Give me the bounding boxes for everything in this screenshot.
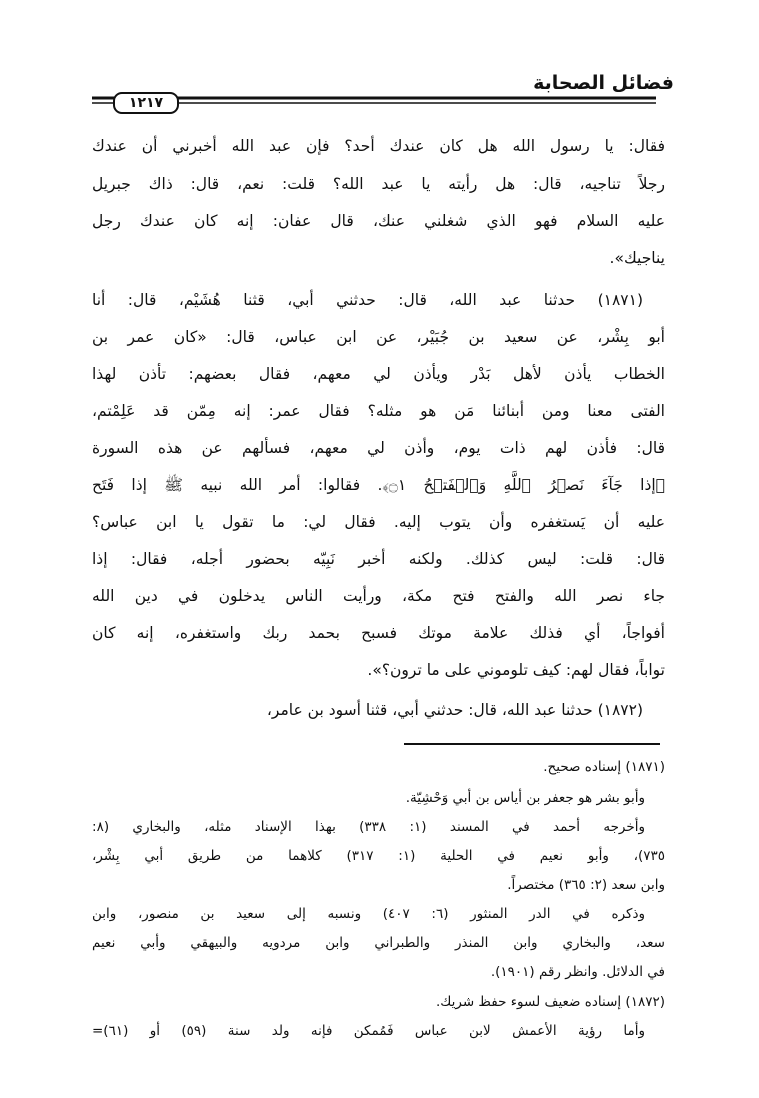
body-line: (١٨٧١) حدثنا عبد الله، قال: حدثني أبي، قثنا هُشَيْم، قال: أنا [92,291,643,309]
footnote-line: سعد، والبخاري وابن المنذر والطبراني وابن مردويه والبيهقي وأبي نعيم [92,935,665,951]
footnote-line: ٧٣٥)، وأبو نعيم في الحلية (١: ٣١٧) كلاهما من طريق أبي بِشْر، [92,848,666,864]
body-line: يناجيك». [609,249,665,267]
body-line: فقال: يا رسول الله هل كان عندك أحد؟ فإن عبد الله أخبرني أن عندك [92,137,665,155]
body-line: الخطاب يأذن لأهل بَدْر ويأذن لي معهم، فقال بعضهم: تأذن لهذا [92,365,665,383]
footnote-line: (١٨٧١) إسناده صحيح. [543,759,665,775]
footnote-line: (١٨٧٢) إسناده ضعيف لسوء حفظ شريك. [435,994,665,1010]
body-line: قال: قلت: ليس كذلك. ولكنه أخبر نَبِيّه بحضور أجله، فقال: إذا [92,550,665,568]
page-number-badge: ١٢١٧ [113,92,179,114]
body-line: تواباً، فقال لهم: كيف تلوموني على ما ترون؟». [367,661,665,679]
footnote-separator [404,743,660,745]
body-line: عليه السلام فهو الذي شغلني عنك، قال عفان: إنه كان عندك رجل [92,212,665,230]
body-line: رجلاً تناجيه، قال: هل رأيته يا عبد الله؟ قلت: نعم، قال: ذاك جبريل [92,175,665,193]
quran-verse-line: ﴿إذا جَآءَ نَصۡرُ ٱللَّهِ وَٱلۡفَتۡحُ ۝١﴾. فقالوا: أمر الله نبيه ﷺ إذا فَتَح [92,476,665,494]
body-line: قال: فأذن لهم ذات يوم، وأذن لي معهم، فسألهم عن هذه السورة [92,439,665,457]
footnote-line: وأخرجه أحمد في المسند (١: ٣٣٨) بهذا الإسناد مثله، والبخاري (٨: [92,819,645,835]
running-header-title: فضائل الصحابة [533,72,674,94]
body-line: الفتى معنا ومن أبنائنا مَن هو مثله؟ فقال عمر: إنه مِمّن قد عَلِمْتم، [92,402,665,420]
footnote-line: في الدلائل. وانظر رقم (١٩٠١). [490,964,665,980]
body-line: (١٨٧٢) حدثنا عبد الله، قال: حدثني أبي، قثنا أسود بن عامر، [266,701,643,719]
footnote-line: وأما رؤية الأعمش لابن عباس فَمُمكن فإنه ولد سنة (٥٩) أو (٦١)= [92,1023,645,1039]
footnote-line: وأبو بشر هو جعفر بن أياس بن أبي وَحْشِيّة. [405,790,645,806]
footnote-line: وذكره في الدر المنثور (٦: ٤٠٧) ونسبه إلى سعيد بن منصور، وابن [92,906,645,922]
body-line: عليه أن يَستغفره وأن يتوب إليه. فقال لي: ما تقول يا ابن عباس؟ [92,513,665,531]
body-line: أبو بِشْر، عن سعيد بن جُبَيْر، عن ابن عباس، قال: «كان عمر بن [92,328,665,346]
body-line: جاء نصر الله والفتح فتح مكة، ورأيت الناس يدخلون في دين الله [92,587,665,605]
body-line: أفواجاً، أي فذلك علامة موتك فسبح بحمد ربك واستغفره، إنه كان [92,624,665,642]
footnote-line: وابن سعد (٢: ٣٦٥) مختصراً. [507,877,665,893]
